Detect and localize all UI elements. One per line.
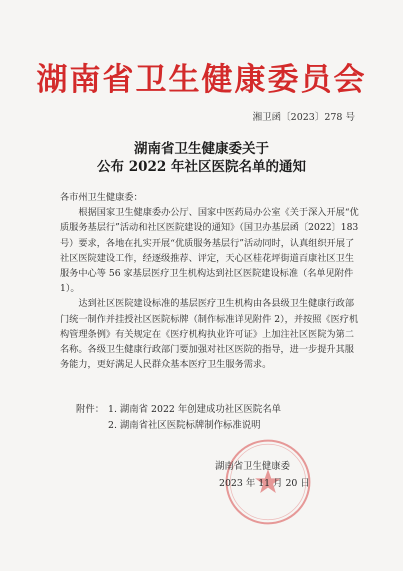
body-paragraph-1: 根据国家卫生健康委办公厅、国家中医药局办公室《关于深入开展“优质服务基层行”活动和社区医院建设的通知》（国卫办基层函〔2022〕183 号）要求，各地在扎实开展“优质服务基层行”活动同时，认真组织开展了社区医院建设工作，经逐级推荐、评定，天心区桂花坪街道百康社区卫生服务中心等 56 家基层医疗卫生机构达到社区医院建设标准（名单见附件 1）。 <box>60 207 359 295</box>
signature-org: 湖南省卫生健康委 <box>215 461 291 472</box>
notice-title-line-1: 湖南省卫生健康委关于 <box>134 141 269 157</box>
attachment-item-2: 2. 湖南省社区医院标牌制作标准说明 <box>108 420 261 431</box>
attachment-row-1 <box>76 402 366 418</box>
signature-date: 2023 年 11 月 20 日 <box>219 478 310 489</box>
notice-body <box>60 190 360 372</box>
signature-block <box>215 458 325 492</box>
attachment-row-2 <box>76 418 366 434</box>
attachments-list <box>76 402 366 434</box>
attachments-label: 附件： <box>76 404 105 415</box>
salutation: 各市州卫生健康委： <box>60 192 143 203</box>
notice-title <box>0 140 403 176</box>
attachment-item-1: 1. 湖南省 2022 年创建成功社区医院名单 <box>108 404 281 415</box>
letterhead-title: 湖南省卫生健康委员会 <box>36 62 367 98</box>
document-number: 湘卫函〔2023〕278 号 <box>252 112 355 123</box>
notice-title-line-2: 公布 2022 年社区医院名单的通知 <box>97 159 306 175</box>
body-paragraph-2: 达到社区医院建设标准的基层医疗卫生机构由各县级卫生健康行政部门统一制作并挂授社区医院标牌（制作标准详见附件 2），并按照《医疗机构管理条例》有关规定在《医疗机构执业许可证》上加注社区医院为第二名称。各级卫生健康行政部门要加强对社区医院的指导，进一步提升其服务能力，更好满足人民群众基本医疗卫生服务需求。 <box>60 298 359 371</box>
